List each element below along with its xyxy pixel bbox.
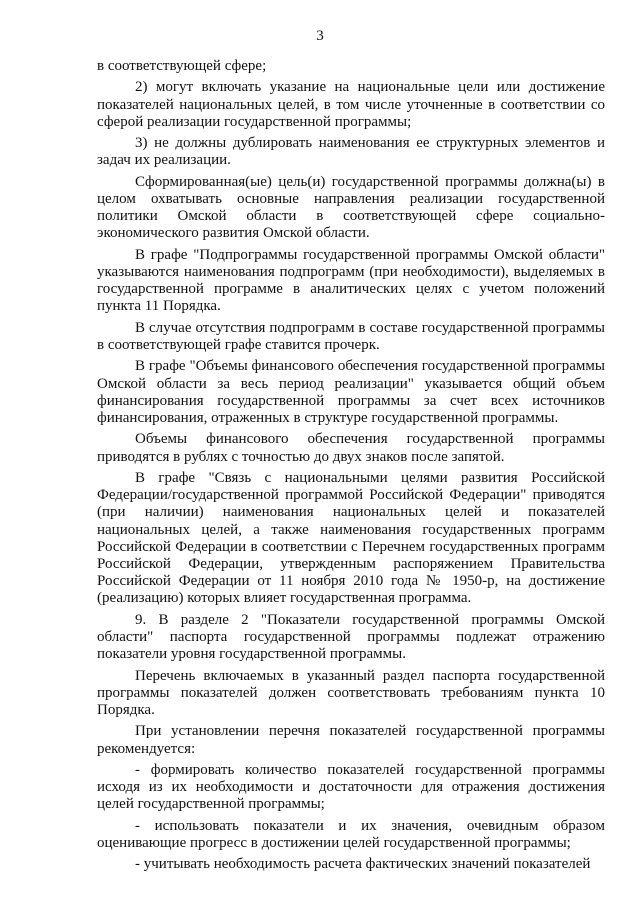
paragraph-bullet-1: - формировать количество показателей государственной программы исходя из их необходимости и достаточности для отражения достижения целей государственной программы;: [97, 761, 605, 813]
paragraph-goals: Сформированная(ые) цель(и) государственной программы должна(ы) в целом охватывать основные направления реализации государственной политики Омской области в соответствующей сфере социально-экономического развития Омской области.: [97, 173, 605, 242]
paragraph-continuation: в соответствующей сфере;: [97, 58, 267, 74]
page-number: 3: [316, 28, 324, 44]
paragraph-section-9: 9. В разделе 2 "Показатели государственной программы Омской области" паспорта государственной программы подлежат отражению показатели уровня государственной программы.: [97, 611, 605, 663]
paragraph-indicators-list: Перечень включаемых в указанный раздел паспорта государственной программы показателей должен соответствовать требованиям пункта 10 Порядка.: [97, 667, 605, 718]
paragraph-recommendations: При установлении перечня показателей государственной программы рекомендуется:: [97, 723, 605, 757]
paragraph-funding-precision: Объемы финансового обеспечения государственной программы приводятся в рублях с точностью до двух знаков после запятой.: [97, 431, 605, 465]
paragraph-subprograms: В графе "Подпрограммы государственной программы Омской области" указываются наименования подпрограмм (при необходимости), выделяемых в государственной программе в аналитических целях с учетом положений пункта 11 Порядка.: [97, 246, 605, 315]
paragraph-national-goals: В графе "Связь с национальными целями развития Российской Федерации/государственной программой Российской Федерации" приводятся (при наличии) наименования национальных целей и показателей национальных целей, а также наименования государственных программ Российской Федерации в соответствии с Перечнем государственных программ Российской Федерации, утвержденным распоряжением Правительства Российской Федерации от 11 ноября 2010 года № 1950-р, на достижение (реализацию) которых влияет государственная программа.: [97, 469, 605, 607]
paragraph-item-3: 3) не должны дублировать наименования ее структурных элементов и задач их реализации.: [97, 135, 605, 169]
paragraph-no-subprograms: В случае отсутствия подпрограмм в составе государственной программы в соответствующей графе ставится прочерк.: [97, 319, 605, 353]
paragraph-funding: В графе "Объемы финансового обеспечения государственной программы Омской области за весь период реализации" указывается общий объем финансирования государственной программы за счет всех источников финансирования, отраженных в структуре государственной программы.: [97, 358, 605, 426]
document-body: [97, 58, 605, 878]
paragraph-bullet-3: - учитывать необходимость расчета фактических значений показателей: [135, 856, 591, 873]
paragraph-item-2: 2) могут включать указание на национальные цели или достижение показателей национальных целей, в том числе уточненные в соответствии со сферой реализации государственной программы;: [97, 79, 605, 130]
paragraph-bullet-2: - использовать показатели и их значения, очевидным образом оценивающие прогресс в достижении целей государственной программы;: [97, 817, 605, 851]
